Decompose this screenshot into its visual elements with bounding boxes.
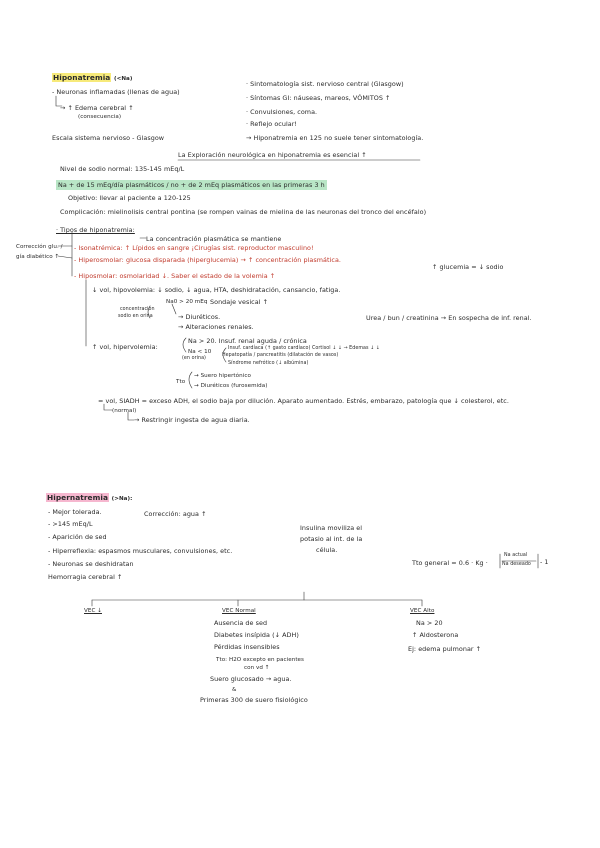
perdidas-insensibles: Pérdidas insensibles: [214, 643, 280, 651]
mejor-tolerada: - Mejor tolerada.: [48, 508, 102, 516]
fraccion-menos-uno: - 1: [540, 558, 549, 566]
sintomas-gi: · Síntomas GI: náuseas, mareos, VÓMITOS ↑: [246, 94, 391, 102]
escala-glasgow: Escala sistema nervioso - Glasgow: [52, 134, 165, 142]
hipernatremia-title-note: (>Na):: [111, 496, 133, 502]
aparicion-sed: - Aparición de sed: [48, 533, 107, 541]
hiponatremia-title-text: Hiponatremia: [53, 73, 111, 82]
na-menor-10: Na < 10: [188, 349, 212, 355]
tto-agua: Tto: H2O excepto en pacientes: [216, 657, 305, 663]
fraccion-numerador: Na actual: [504, 553, 528, 558]
sindrome-nefrotico: Síndrome nefrótico (↓ albúmina): [228, 361, 309, 366]
vec-normal: VEC Normal: [222, 608, 256, 614]
mayor-145: - >145 mEq/L: [48, 520, 93, 528]
siadh: = vol, SIADH = exceso ADH, el sodio baja por dilución. Aparato aumentado. Estrés, embarazo, patología que ↓ colesterol, etc.: [98, 397, 509, 405]
aldosterona: ↑ Aldosterona: [412, 631, 459, 639]
concentracion-orina: concentración: [120, 307, 155, 312]
reflejo-ocular: · Reflejo ocular!: [246, 120, 298, 128]
arrow-neuronas-edema: [56, 96, 62, 106]
ampersand: &: [232, 687, 237, 693]
arrow-normal: [104, 404, 112, 410]
brace-orina: [148, 306, 150, 318]
urea-bun-creatinina: Urea / bun / creatinina → En sospecha de inf. renal.: [366, 314, 532, 322]
edema-cerebral: → ↑ Edema cerebral ↑: [60, 104, 134, 112]
hipervolemia: ↑ vol, hipervolemia:: [92, 343, 158, 351]
na-mayor-20-insuf-renal: Na > 20. Insuf. renal aguda / crónica: [188, 337, 307, 345]
objetivo: Objetivo: llevar al paciente a 120-125: [68, 194, 191, 202]
tto-label: Tto: [176, 379, 186, 385]
edema-pulmonar: Ej: edema pulmonar ↑: [408, 645, 482, 653]
isonatremica: - Isonatrémica: ↑ Lípidos en sangre ¡Cirugías sist. reproductor masculino!: [74, 244, 314, 252]
diabetes-insipida: Diabetes insípida (↓ ADH): [214, 631, 299, 639]
exploracion-neurologica: La Exploración neurológica en hiponatremia es esencial ↑: [178, 151, 367, 159]
restringir-agua: → Restringir ingesta de agua diaria.: [134, 416, 250, 424]
complicacion-mielinolisis: Complicación: mielinolisis central pontina (se rompen vainas de mielina de las neuronas del tronco del encéfalo): [60, 208, 427, 216]
consecuencia: (consecuencia): [78, 114, 122, 120]
hepatopatia: Hepatopatía / pancreatitis (dilatación de vasos): [222, 353, 339, 358]
neuronas-inflamadas: - Neuronas inflamadas (llenas de agua): [52, 88, 180, 96]
arrow-restringir: [128, 412, 134, 420]
insulina-line-2: potasio al int. de la: [300, 535, 363, 543]
hiponatremia-125: → Hiponatremia en 125 no suele tener sintomatología.: [246, 134, 424, 142]
convulsiones-coma: · Convulsiones, coma.: [246, 108, 318, 116]
margin-correccion: Corrección glu. /: [16, 244, 63, 250]
arrow-diureticos: [172, 304, 176, 314]
hiperosmolar: - Hiperosmolar: glucosa disparada (hiperglucemia) → ↑ concentración plasmática.: [74, 256, 341, 264]
nivel-sodio-normal: Nivel de sodio normal: 135-145 mEq/L: [60, 165, 185, 173]
na-mayor-20: Na0 > 20 mEq: [166, 299, 208, 305]
insuficiencia-cardiaca: Insuf. cardíaca (↑ gasto cardíaco) Cortisol ↓ ↓ → Edemas ↓ ↓: [228, 346, 380, 351]
diureticos-furosemida: → Diuréticos (furosemida): [194, 383, 268, 389]
ausencia-sed: Ausencia de sed: [214, 619, 268, 627]
neuronas-deshidratan: - Neuronas se deshidratan: [48, 560, 134, 568]
hipernatremia-title-text: Hipernatremia: [47, 493, 108, 502]
regla-correccion-sodio: Na + de 15 mEq/día plasmáticos / no + de 2 mEq plasmáticos en las primeras 3 h: [58, 181, 325, 189]
tto-general: Tto general = 0.6 · Kg ·: [412, 559, 488, 567]
margin-gia: gía diabético ↑: [16, 254, 60, 260]
na-mayor-20-alto: Na > 20: [416, 619, 443, 627]
arrow-margin-2: [58, 256, 72, 258]
alteraciones-renales: → Alteraciones renales.: [178, 323, 254, 331]
tipos-hiponatremia: · Tipos de hiponatremia:: [56, 226, 135, 234]
primeras-300: Primeras 300 de suero fisiológico: [200, 696, 308, 704]
normal-label: (normal): [112, 408, 137, 414]
brace-na-menor-10: [223, 348, 226, 362]
glucemia-sodio: ↑ glucemia = ↓ sodio: [432, 263, 504, 271]
sintomatologia-snc: · Sintomatología sist. nervioso central (Glasgow): [246, 80, 404, 88]
sodio-orina: sodio en orina: [118, 314, 153, 319]
hipovolemia: ↓ vol, hipovolemia: ↓ sodio, ↓ agua, HTA, deshidratación, cansancio, fatiga.: [92, 286, 341, 294]
hiperreflexia: - Hiperreflexia: espasmos musculares, convulsiones, etc.: [48, 547, 233, 555]
brace-tto: [189, 372, 192, 388]
hiposmolar: - Hiposmolar: osmolaridad ↓. Saber el estado de la volemia ↑: [74, 272, 276, 280]
con-vd: con vd ↑: [244, 665, 270, 671]
insulina-line-3: célula.: [316, 546, 338, 554]
insulina-line-1: Insulina moviliza el: [300, 524, 363, 532]
brace-hipervolemia: [183, 338, 186, 352]
correccion-agua: Corrección: agua ↑: [144, 510, 207, 518]
fraccion-denominador: Na deseado: [502, 562, 531, 567]
hiponatremia-title-note: (<Na): [113, 76, 133, 82]
suero-hipertonico: → Suero hipertónico: [194, 373, 251, 379]
vec-bajo: VEC ↓: [84, 608, 102, 614]
concentracion-mantiene: La concentración plasmática se mantiene: [146, 235, 282, 243]
sondaje-vesical: Sondaje vesical ↑: [210, 298, 268, 306]
hemorragia-cerebral: Hemorragia cerebral ↑: [48, 573, 123, 581]
en-orina: (en orina): [182, 356, 206, 361]
suero-glucosado: Suero glucosado → agua.: [210, 675, 292, 683]
vec-alto: VEC Alto: [410, 608, 435, 614]
diureticos: → Diuréticos.: [178, 313, 221, 321]
